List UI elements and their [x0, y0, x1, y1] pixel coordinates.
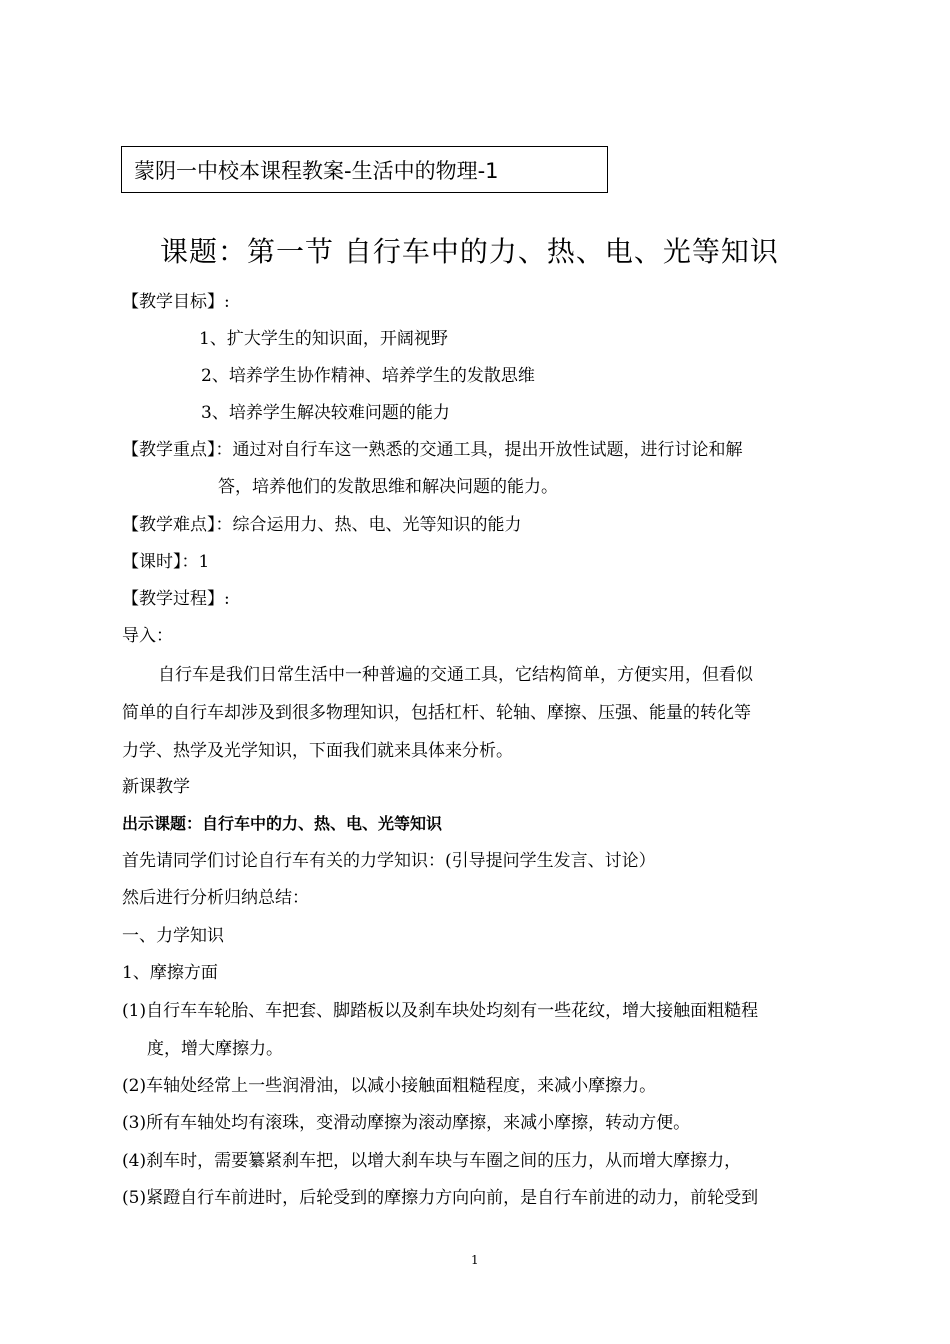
- intro-paragraph-line: 力学、热学及光学知识，下面我们就来具体来分析。: [122, 741, 513, 761]
- discussion: 首先请同学们讨论自行车有关的力学知识：(引导提问学生发言、讨论）: [122, 851, 656, 871]
- friction-item: (4)刹车时，需要纂紧刹车把，以增大刹车块与车圈之间的压力，从而增大摩擦力，: [122, 1151, 742, 1171]
- friction-item: (5)紧蹬自行车前进时，后轮受到的摩擦力方向向前，是自行车前进的动力，前轮受到: [122, 1188, 759, 1208]
- section-heading: 一、力学知识: [122, 926, 224, 946]
- intro-paragraph-line: 简单的自行车却涉及到很多物理知识，包括杠杆、轮轴、摩擦、压强、能量的转化等: [122, 703, 751, 723]
- difficulties: 【教学难点】：综合运用力、热、电、光等知识的能力: [122, 515, 522, 535]
- process-label: 【教学过程】:: [122, 589, 230, 609]
- objective-item: 2、培养学生协作精神、培养学生的发散思维: [201, 366, 535, 386]
- friction-item: (3)所有车轴处均有滚珠，变滑动摩擦为滚动摩擦，来减小摩擦，转动方便。: [122, 1113, 691, 1133]
- subsection-heading: 1、摩擦方面: [122, 963, 218, 983]
- header-title: 蒙阴一中校本课程教案-生活中的物理-1: [134, 159, 499, 183]
- objectives-label: 【教学目标】:: [122, 292, 230, 312]
- friction-item: (1)自行车车轮胎、车把套、脚踏板以及刹车块处均刻有一些花纹，增大接触面粗糙程: [122, 1001, 759, 1021]
- objective-item: 3、培养学生解决较难问题的能力: [201, 403, 450, 423]
- lesson-title: 课题：第一节 自行车中的力、热、电、光等知识: [160, 235, 779, 268]
- friction-item: (2)车轴处经常上一些润滑油，以减小接触面粗糙程度，来减小摩擦力。: [122, 1076, 657, 1096]
- new-lesson: 新课教学: [122, 777, 190, 797]
- page-number: 1: [471, 1253, 479, 1267]
- class-hours: 【课时】：1: [122, 552, 210, 572]
- objective-item: 1、扩大学生的知识面，开阔视野: [199, 329, 448, 349]
- intro-paragraph-line: 自行车是我们日常生活中一种普遍的交通工具，它结构简单，方便实用，但看似: [158, 665, 753, 685]
- key-points-line: 【教学重点】：通过对自行车这一熟悉的交通工具，提出开放性试题，进行讨论和解: [122, 440, 743, 460]
- show-topic: 出示课题：自行车中的力、热、电、光等知识: [122, 814, 443, 833]
- intro-label: 导入：: [122, 626, 173, 646]
- key-points-line: 答，培养他们的发散思维和解决问题的能力。: [218, 477, 558, 497]
- friction-item: 度，增大摩擦力。: [147, 1039, 283, 1059]
- header-box: [121, 146, 608, 193]
- summary: 然后进行分析归纳总结：: [122, 888, 309, 908]
